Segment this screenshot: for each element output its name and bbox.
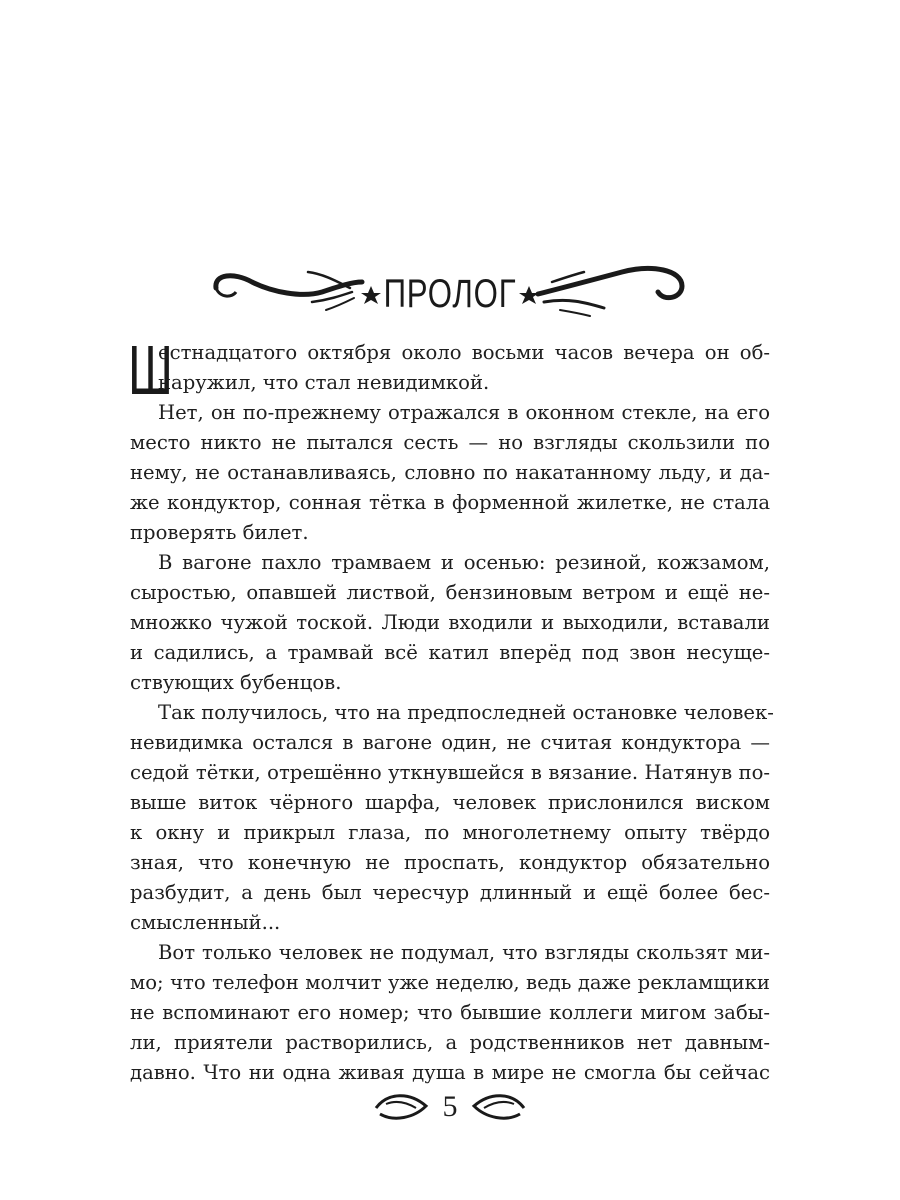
text-line: выше виток чёрного шарфа, человек прислонился виском (130, 791, 770, 814)
text-line: ствующих бубенцов. (130, 671, 342, 694)
text-line: сыростью, опавшей листвой, бензиновым ветром и ещё не- (130, 581, 770, 604)
text-line: Вот только человек не подумал, что взгляды скользят ми- (158, 941, 770, 964)
text-line: и садились, а трамвай всё катил вперёд под звон несуще- (130, 641, 770, 664)
text-line: множко чужой тоской. Люди входили и выходили, вставали (130, 611, 770, 634)
text-line: разбудит, а день был чересчур длинный и ещё более бес- (130, 881, 770, 904)
text-line: зная, что конечную не проспать, кондуктор обязательно (130, 851, 770, 874)
text-line: же кондуктор, сонная тётка в форменной жилетке, не стала (130, 491, 770, 514)
text-line: место никто не пытался сесть — но взгляды скользили по (130, 431, 770, 454)
text-line: ли, приятели растворились, а родственников нет давным- (130, 1031, 770, 1054)
text-line: смысленный... (130, 911, 281, 934)
text-line: к окну и прикрыл глаза, по многолетнему опыту твёрдо (130, 821, 770, 844)
text-line: В вагоне пахло трамваем и осенью: резиной, кожзамом, (158, 551, 770, 574)
page-footer (370, 1084, 530, 1134)
text-line: давно. Что ни одна живая душа в мире не смогла бы сейчас (130, 1061, 770, 1084)
chapter-header (212, 258, 688, 338)
text-line: естнадцатого октября около восьми часов вечера он об- (158, 341, 770, 364)
text-line: Нет, он по-прежнему отражался в оконном стекле, на его (158, 401, 770, 424)
text-line: нему, не останавливаясь, словно по накатанному льду, и да- (130, 461, 770, 484)
text-line: седой тётки, отрешённо уткнувшейся в вязание. Натянув по- (130, 761, 770, 784)
drop-cap: Ш (128, 331, 173, 409)
text-line: мо; что телефон молчит уже неделю, ведь даже рекламщики (130, 971, 770, 994)
text-line: невидимка остался в вагоне один, не считая кондуктора — (130, 731, 770, 754)
text-line: наружил, что стал невидимкой. (158, 371, 490, 394)
chapter-title: ПРОЛОГ (383, 272, 517, 316)
text-line: не вспоминают его номер; что бывшие коллеги мигом забы- (130, 1001, 770, 1024)
text-line: проверять билет. (130, 521, 309, 544)
body-text (128, 331, 774, 1088)
page-number: 5 (442, 1090, 458, 1123)
text-line: Так получилось, что на предпоследней остановке человек- (158, 701, 774, 724)
